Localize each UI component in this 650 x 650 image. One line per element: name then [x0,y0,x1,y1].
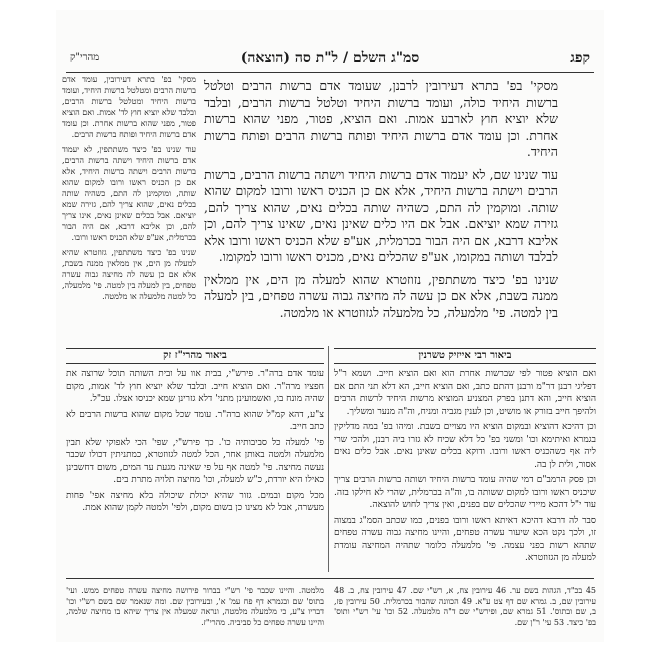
side-paragraph: שנינו בפ' כיצד משתתפין, גזוזטרא שהיא למעלה מן הים, אין ממלאין ממנה בשבת, אלא אם כן עשה לה מחיצה גבוה עשרה טפחים, בין למעלה בין למטה. פי' מלמעלה, כל למטה מלמעלה או מלמטה. [62,248,196,301]
main-paragraph: שנינו בפ' כיצד משתתפין, נזוזטרא שהוא למעלה מן הים, אין ממלאין ממנה בשבת, אלא אם כן עשה לה מחיצה גבוה עשרה טפחים, בין למעלה בין למטה. פי' מלמעלה, כל מלמעלה לגזוזטרא או מלמטה. [204,271,558,320]
side-paragraph: מסקי' בפ' בתרא דעירובין, עומד אדם ברשות הרבים ומטלטל ברשות היחיד, ועומד ברשות היחיד ומטלטל ברשות הרבים, ובלבד שלא יוציא חוץ לד' אמות. ואם הוציא פטור, מפני שהוא ברשות אחרת. וכן עומד אדם ברשות היחיד ופותח ברשות הרבים. [62,75,196,139]
side-commentary-label: מהרי"ק [70,52,100,63]
commentary-heading-left: ביאור מהרי"ז זק [66,348,324,364]
commentary-heading-right: ביאור רבי אייזיק טשרנין [334,348,596,364]
footnotes-right: 45 בכ"ד, הגהות בשם ער. 46 עירובין צח, א, רש"י שם. 47 עירובין צח, ב. 48 עירובין שם, ב. גמרא שם דף צט ע"א. 49 הכוונה שהבור בכרמלית. 50 עירובין פז, ב, שם ובתוס'. 51 גמרא שם, ופירש"י שם ד"ה מלמעלה. 52 וכו' עי' רש"י ותוס' בפ' כיצד. 53 עי' ר"ן שם. [334,586,596,627]
commentary-left [66,368,324,558]
side-commentary [62,74,196,336]
page-header [56,48,604,70]
commentary-paragraph: צ"ע, דהא קמ"ל שהוא ברה"ר. עומד שכל מקום שהוא ברשות הרבים לא כתב חייב. [66,409,324,432]
book-page [56,10,604,642]
header-rule [66,72,594,73]
commentary-right [334,368,596,568]
commentary-paragraph: סבר לה דרבא דהיכא דאיתא ראשו ורובו בפנים, כמו שכתב הסמ"ג במצוה זו, ולכך נקט הכא שיעור עשרה טפחים, והיינו מחיצה גבוה עשרה טפחים שתהא רשות בפני עצמה. פי' מלמעלה כלומר שתהיה המחיצה עומדת למעלה מן הגזוזטרא. [334,515,596,563]
footnotes-left: מלמטה. והיינו שכבר פי' רש"י בברור פירושה מחיצה עשרה טפחים ממש. ועי' בתוס' שם ובגמרא דף פח עמ' א', ובעירובין שם. ומה שנאמר שם בשם רש"י וכו' דבריו צ"ע, כי מלמעלה מלמטה, ונראה שמעלה אין צריך שיהא בו מחיצה שלמה, והיינו עשרה טפחים כל סביביה. מהרי"ז. [66,586,324,627]
running-title: סמ"ג השלם / ל"ת סה (הוצאה) [240,50,420,66]
main-text [204,78,558,326]
main-paragraph: מסקי' בפ' בתרא דעירובין לרבנן, שעומד אדם ברשות הרבים וטלטל ברשות היחיד כולה, ועומד ברשות היחיד וטלטל ברשות הרבים, ובלבד שלא יוציא חוץ לארבע אמות. ואם הוציא, פטור, מפני שהוא ברשות אחרת. וכן עומד אדם ברשות היחיד ופותח ברשות הרבים ופותח ברשות היחיד. [204,78,558,159]
main-paragraph: עוד שנינו שם, לא יעמוד אדם ברשות היחיד וישתה ברשות הרבים, ברשות הרבים וישתה ברשות היחיד, אלא אם כן הכניס ראשו ורובו למקום שהוא שותה. ומוקמין לה התם, כשהיה שותה בכלים נאים, שהוא צריך להם, גזירה שמא יוציאם. אבל אם היו כלים שאינן נאים, שאינו צריך להם, וכן אליבא דרבא, אם היה הבור בכרמלית, אע"פ שלא הכניס ראשו ורובו אלא לבלבד ושותה במקומו, אע"פ שהכלים נאים, מכניס ראשו ורובו למקומו. [204,166,558,264]
commentary-paragraph: מכל מקום ובמים. גזור שהיא יכולת שיכולה בלא מחיצה אפי' פחות מעשרה, אבל לא מצינו כן בשום מקום, ולפי' ולמטה לקמן שהוא אמת. [66,490,324,513]
footnote-rule [66,578,594,579]
column-divider [328,346,329,572]
side-paragraph: עוד שנינו בפ' כיצד משתתפין, לא יעמוד אדם ברשות היחיד וישתה ברשות הרבים, ברשות הרבים וישתה ברשות היחיד, אלא אם כן הכניס ראשו ורובו למקום שהוא שותה, ומוקמינן לה התם, כשהיה שותה בכלים נאים, שהוא צריך להם, גזירה שמא יוציאם. אבל בכלים שאינן נאים, אינו צריך להם, וכן אליבא דרבא, אם היה הבור בכרמלית, אע"פ שלא הכניס ראשו ורובו. [62,145,196,242]
commentary-paragraph: פי' למעלה כל סביבותיה כו'. כך פירש"י, שפי' הכי לאפוקי שלא תבין מלמעלה ולמטה באותן אחר, הכל למטה לגזוזטרא, כמתניתין דכולו שכבר נעשה מחיצה. פי' למטה אף על פי שאינה מגעת עד המים, משום דחשבינן כאילו היא יורדת, כ"ש למעלה, וכו' מחיצה תלויה מתרת בים. [66,437,324,485]
commentary-paragraph: וכן פסק הרמב"ם דמי שהיה עומד ברשות היחיד ושותה ברשות הרבים צריך שיכניס ראשו ורובו למקום ששותה בו, וה"ה בכרמלית, שהרי לא חילקו בזה. עוד י"ל דהכא מיירי שהכלים שם בפנים, ואין צריך לחוש להוצאה. [334,475,596,510]
page-number: קפג [570,50,590,66]
commentary-paragraph: עומד אדם ברה"ר. פירש"י, בבית אוו על ובית השותה תוכל שרוצה את חפציו מרה"ר. ואם הוציא חייב. ובלבד שלא יוציא חוץ לד' אמות, מקום שהיה מונח בו, ואשמועינן מתני' דלא גזרינן שמא יכניסו אצלו. עכ"ל. [66,369,324,404]
commentary-paragraph: וכן דהיכא דהוציא ובמקום הוציא היו מצויים בשבת. ומיהו בפ' במה מדליקין בגמרא ואיתימא וכו' ומשני בפ' כל דלא שכיח לא גזרו ביה רבנן, ולהכי שרי ליה אף כשהכניס ראשו ורובו. ודוקא בכלים שאינן נאים. אבל כלים נאים אסור, ולית לן בה. [334,422,596,470]
commentary-paragraph: ואם הוציא פטור לפי שברשות אחרת הוא ואם הוציא חייב. ושמא ר"ל דפליגי רבנן דר"מ ורבנן דהתם כתב, ואם הוציא חייב, הא דלא תני התם אם הוציא חייב, והא דתנן בפרק המצניע המוציא מרשות היחיד לרשות הרבים ולהיפך חייב בזורק או מושיט, וכן לענין מגביה ומניח, וה"ה מנער ומשליך. [334,369,596,417]
